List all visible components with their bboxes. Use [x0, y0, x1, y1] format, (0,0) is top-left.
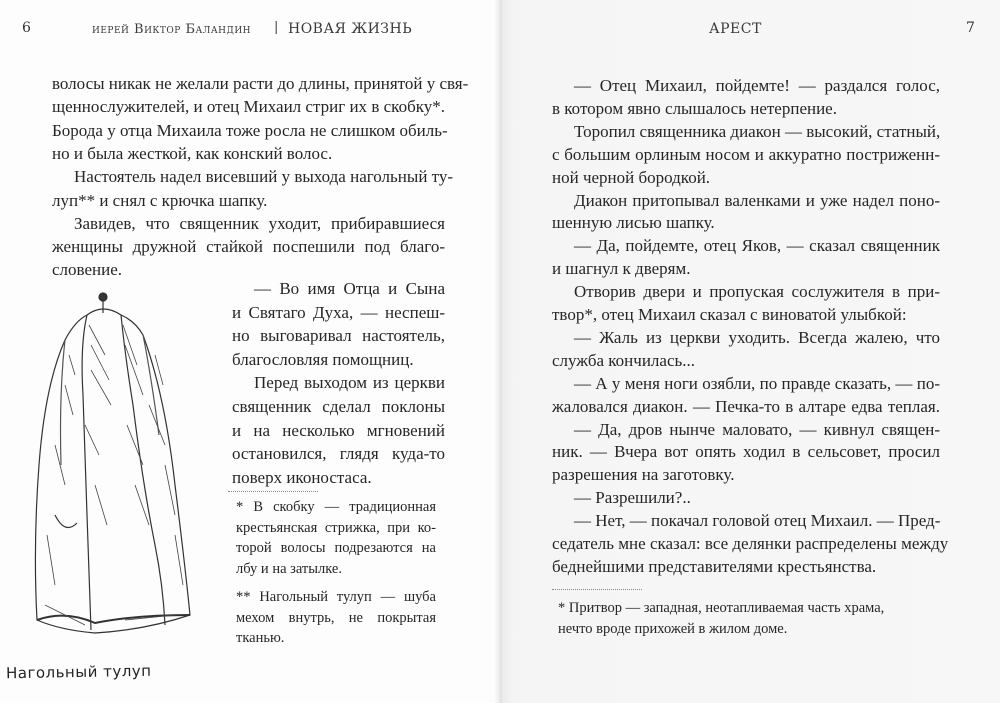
text-line: луп** и снял с крючка шапку.	[52, 190, 268, 210]
text-line: — Да, дров нынче маловато, — кивнул священ-	[574, 419, 940, 439]
running-head-chapter: АРЕСТ	[709, 21, 762, 37]
text-line: но выговаривал настоятель,	[232, 326, 445, 346]
footnote-line: нечто вроде прихожей в жилом доме.	[558, 621, 788, 637]
footnote-line: крестьянская стрижка, при ко-	[236, 519, 436, 536]
text-line: ной черной бородкой.	[552, 167, 711, 187]
text-line: Диакон притопывал валенками и уже надел поно-	[574, 190, 940, 210]
illustration-caption: Нагольный тулуп	[5, 661, 152, 683]
sheepskin-coat-illustration	[25, 285, 205, 665]
footnote-line: торой волосы подрезаются на	[236, 540, 436, 556]
text-line: твор*, отец Михаил сказал с виноватой улыбкой:	[552, 305, 907, 324]
footnote-rule	[552, 589, 642, 590]
page-number: 6	[22, 20, 31, 36]
text-line: Отворив двери и пропуская сослужителя в при-	[574, 282, 940, 302]
text-line: благословляя помощниц.	[232, 349, 414, 369]
text-line: и на несколько мгновений	[232, 420, 445, 440]
text-line: седатель мне сказал: все делянки распределены между	[552, 534, 949, 553]
footnote-line: мехом внутрь, не покрытая	[236, 609, 436, 626]
footnote-line: тканью.	[236, 630, 285, 646]
text-line: Борода у отца Михаила тоже росла не слишком обиль-	[52, 120, 448, 140]
text-line: но и была жесткой, как конский волос.	[52, 143, 333, 163]
text-line: в котором явно слышалось нетерпение.	[552, 98, 837, 118]
right-page	[500, 0, 1000, 703]
text-line: поверх иконостаса.	[232, 467, 372, 487]
text-line: служба кончилась...	[552, 350, 695, 370]
text-line: остановился, глядя куда-то	[232, 444, 445, 464]
text-line: — Отец Михаил, пойдемте! — раздался голос,	[574, 76, 940, 95]
text-line: — Да, пойдемте, отец Яков, — сказал священник	[574, 236, 940, 256]
text-line: Торопил священника диакон — высокий, статный,	[574, 121, 941, 141]
footnote-line: * В скобку — традиционная	[236, 499, 436, 515]
text-line: — Разрешили?..	[574, 488, 691, 508]
running-head-author: иерей Виктор Баландин	[92, 22, 252, 37]
text-line: ник. — Вчера вот опять ходил в сельсовет, просил	[552, 442, 940, 462]
footnote-line: лбу и на затылке.	[236, 560, 342, 577]
text-line: — Жаль из церкви уходить. Всегда жалею, что	[574, 327, 940, 347]
text-line: волосы никак не желали расти до длины, принятой у свя-	[52, 74, 469, 93]
running-head-separator: |	[274, 20, 279, 35]
text-line: Настоятель надел висевший у выхода нагольный ту-	[74, 167, 454, 187]
text-line: Завидев, что священник уходит, прибиравшиеся	[74, 213, 445, 233]
footnote-line: * Притвор — западная, неотапливаемая часть храма,	[558, 600, 885, 616]
text-line: Перед выходом из церкви	[254, 373, 445, 393]
text-line: — Во имя Отца и Сына	[254, 279, 445, 298]
text-line: разрешения на заготовку.	[552, 465, 735, 485]
text-line: и шагнул к дверям.	[552, 259, 691, 279]
text-line: — Нет, — покачал головой отец Михаил. — Пред-	[574, 511, 941, 531]
text-line: щеннослужителей, и отец Михаил стриг их в скобку*.	[52, 97, 445, 117]
text-line: шенную лисью шапку.	[552, 213, 715, 233]
text-line: словение.	[52, 260, 122, 280]
text-line: женщины дружной стайкой поспешили под благо-	[52, 237, 445, 257]
footnote-line: ** Нагольный тулуп — шуба	[236, 589, 436, 605]
text-line: жаловался диакон. — Печка-то в алтаре едва теплая.	[552, 396, 940, 416]
text-line: — А у меня ноги озябли, по правде сказать, — по-	[574, 373, 940, 393]
running-head-title: НОВАЯ ЖИЗНЬ	[288, 21, 413, 37]
page-number: 7	[966, 20, 975, 36]
text-line: священник сделал поклоны	[232, 397, 445, 416]
text-line: беднейшими представителями крестьянства.	[552, 556, 877, 576]
footnote-rule	[228, 491, 318, 492]
text-line: и Святаго Духа, — неспеш-	[232, 302, 445, 322]
book-spine	[494, 0, 502, 703]
text-line: с большим орлиным носом и аккуратно постриженн-	[552, 144, 940, 164]
